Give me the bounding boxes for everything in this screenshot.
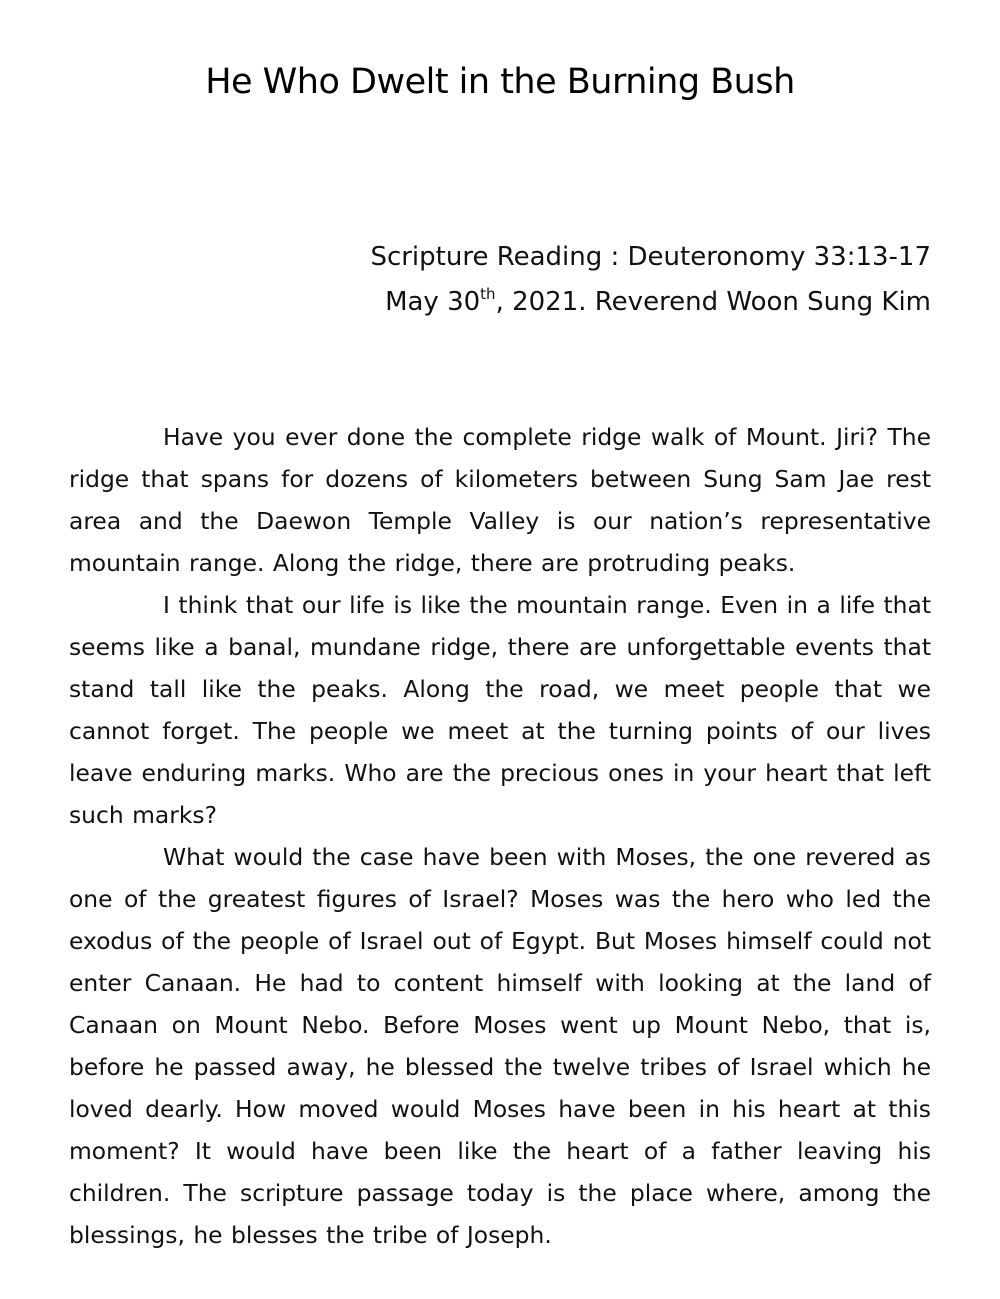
paragraph: I think that our life is like the mountain range. Even in a life that seems like a banal, mundane ridge, there are unforgettable events that stand tall like the peaks. Along the road, we meet people that we cannot forget. The people we meet at the turning points of our lives leave enduring marks. Who are the precious ones in your heart that left such marks? — [69, 591, 931, 829]
sermon-body — [69, 416, 931, 1256]
paragraph: What would the case have been with Moses, the one revered as one of the greatest figures of Israel? Moses was the hero who led the exodus of the people of Israel out of Egypt. But Moses himself could not enter Canaan. He had to content himself with looking at the land of Canaan on Mount Nebo. Before Moses went up Mount Nebo, that is, before he passed away, he blessed the twelve tribes of Israel which he loved dearly. How moved would Moses have been in his heart at this moment? It would have been like the heart of a father leaving his children. The scripture passage today is the place where, among the blessings, he blesses the tribe of Joseph. — [69, 843, 931, 1249]
date-prefix: May 30 — [385, 287, 481, 317]
paragraph: Have you ever done the complete ridge walk of Mount. Jiri? The ridge that spans for dozens of kilometers between Sung Sam Jae rest area and the Daewon Temple Valley is our nation’s representative mountain range. Along the ridge, there are protruding peaks. — [69, 423, 931, 577]
date-ordinal-suffix: th — [480, 285, 496, 303]
scripture-reading: Scripture Reading : Deuteronomy 33:13-17 — [370, 242, 931, 272]
document-title: He Who Dwelt in the Burning Bush — [205, 62, 795, 102]
date-author-suffix: , 2021. Reverend Woon Sung Kim — [495, 287, 931, 317]
sermon-meta — [370, 235, 931, 325]
date-and-author — [370, 280, 931, 325]
